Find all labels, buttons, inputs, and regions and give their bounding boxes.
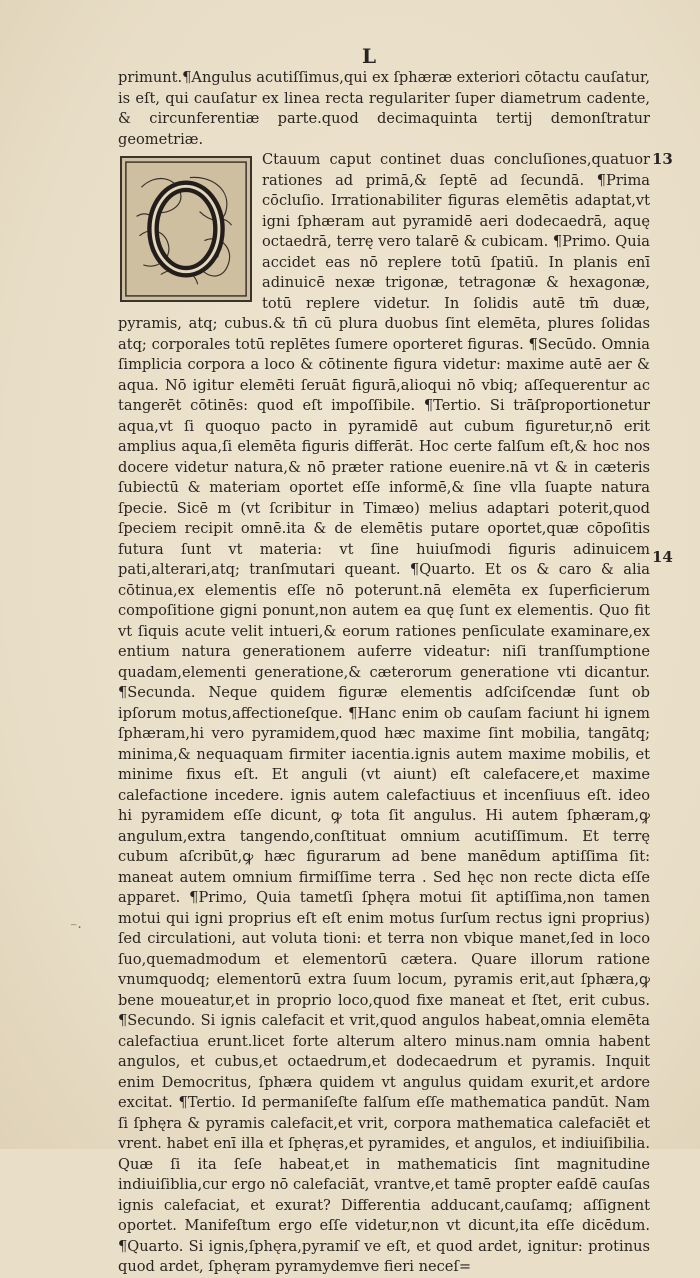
woodcut-initial-O-icon [120, 156, 252, 302]
chapter-paragraph: Ctauum caput continet duas concluſiones,quatuor rationes ad primā,& ſeptē ad ſecundā. ¶Prima cōcluſio. Irrationabiliter figuras elemētis adaptat,vt igni ſphæram aut pyramidē aeri dodecaedrā, aquę octaedrā, terrę vero talarē & cubicam. ¶Primo. Quia accidet eas nō replere totū ſpatiū. In planis enī adinuicē nexæ trigonæ, tetragonæ & hexagonæ, totū replere videtur. In ſolidis autē tm̄ duæ, pyramis, atq; cubus.& tn̄ cū plura duobus ſint elemēta, plures ſolidas atq; corporales totū replētes ſumere oporteret figuras. ¶Secūdo. Omnia ſimplicia corpora a loco & cōtinente figura videtur: maxime autē aer & aqua. Nō igitur elemēti ſeruāt figurā,alioqui nō vbiq; aſſequerentur ac tangerēt cōtinēs: quod eſt impoſſibile. ¶Tertio. Si trāſproportionetur aqua,vt ſi quoquo pacto in pyramidē aut cubum figuretur,nō erit amplius aqua,ſi elemēta figuris differāt. Hoc certe falſum eſt,& hoc nos docere videtur natura,& nō præter ratione euenire.nā vt & in cæteris ſubiectū & materiam oportet eſſe informē,& ſine vlla ſuapte natura ſpecie. Sicē m (vt ſcribitur in Timæo) melius adaptari poterit,quod ſpeciem recipit omnē.ita & de elemētis putare oportet,quæ cōpoſitis futura ſunt vt materia: vt ſine huiuſmodi figuris adinuicem pati,alterari,atq; tranſmutari queant. ¶Quarto. Et os & caro & alia cōtinua,ex elementis eſſe nō poterunt.nā elemēta ex ſuperficierum compoſitione gigni ponunt,non autem ea quę ſunt ex elementis. Quo fit vt ſiquis acute velit intueri,& eorum rationes penſiculate examinare,ex entium natura generationem auferre videatur: niſi tranſſumptione quadam,elementi generatione,& cæterorum generatione vti dicantur. ¶Secunda. Neque quidem figuræ elementis adſciſcendæ ſunt ob ipſorum motus,affectioneſque. ¶Hanc enim ob cauſam faciunt hi ignem ſphæram,hi vero pyramidem,quod hæc maxime ſint mobilia, tangātq; minima,& nequaquam firmiter iacentia.ignis autem maxime mobilis, et minime fixus eſt. Et anguli (vt aiunt) eſt calefacere,et maxime calefactione incedere. ignis autem calefactiuus et incenſiuus eſt. ideo hi pyramidem eſſe dicunt, ꝙ tota ſit angulus. Hi autem ſphæram,ꝙ angulum,extra tangendo,conſtituat omnium acutiſſimum. Et terrę cubum aſcribūt,ꝙ hæc figurarum ad bene manēdum aptiſſima ſit: maneat autem omnium firmiſſime terra . Sed hęc non recte dicta eſſe apparet. ¶Primo, Quia tametſi ſphęra motui ſit aptiſſima,non tamen motui qui igni proprius eſt eſt enim motus ſurſum rectus igni proprius) ſed circulationi, aut voluta tioni: et terra non vbique manet,ſed in loco ſuo,quemadmodum et elementorū cætera. Quare illorum ratione vnumquodq; elementorū extra ſuum locum, pyramis erit,aut ſphæra,ꝙ bene moueatur,et in proprio loco,quod fixe maneat et ſtet, erit cubus. ¶Secundo. Si ignis calefacit et vrit,quod angulos habeat,omnia elemēta calefactiua erunt.licet forte alterum altero minus.nam omnia habent angulos, et cubus,et octaedrum,et dodecaedrum et pyramis. Inquit enim Democritus, ſphæra quidem vt angulus quidam exurit,et ardore excitat. ¶Tertio. Id permaniſeſte falſum eſſe mathematica pandūt. Nam ſi ſphęra & pyramis calefacit,et vrit, corpora mathematica calefaciēt et vrent. habet enī illa et ſphęras,et pyramides, et angulos, et indiuiſibilia. Quæ ſi ita ſeſe habeat,et in mathematicis ſint magnitudine indiuiſiblia,cur ergo nō calefaciāt, vrantve,et tamē propter eaſdē cauſas ignis calefaciat, et exurat? Differentia adducant,cauſamq; aſſignent oportet. Manifeſtum ergo eſſe videtur,non vt dicunt,ita eſſe dicēdum. ¶Quarto. Si ignis,ſphęra,pyramiſ ve eſt, et quod ardet, ignitur: protinus quod ardet, ſphęram pyramydemve fieri neceſ= [118, 151, 650, 1275]
margin-mark: ⁻· [70, 920, 82, 936]
folio-letter: L [362, 44, 378, 68]
intro-paragraph: primunt.¶Angulus acutiſſimus,qui ex ſphæræ exteriori cōtactu cauſatur, is eſt, qui cauſatur ex linea recta regulariter ſuper diametrum cadente, & circunferentiæ parte.quod decimaquinta tertij demonſtratur geometriæ. [118, 69, 651, 148]
margin-note-13: 13 [652, 150, 673, 168]
margin-note-14: 14 [652, 548, 673, 566]
main-text-block [118, 68, 650, 1278]
